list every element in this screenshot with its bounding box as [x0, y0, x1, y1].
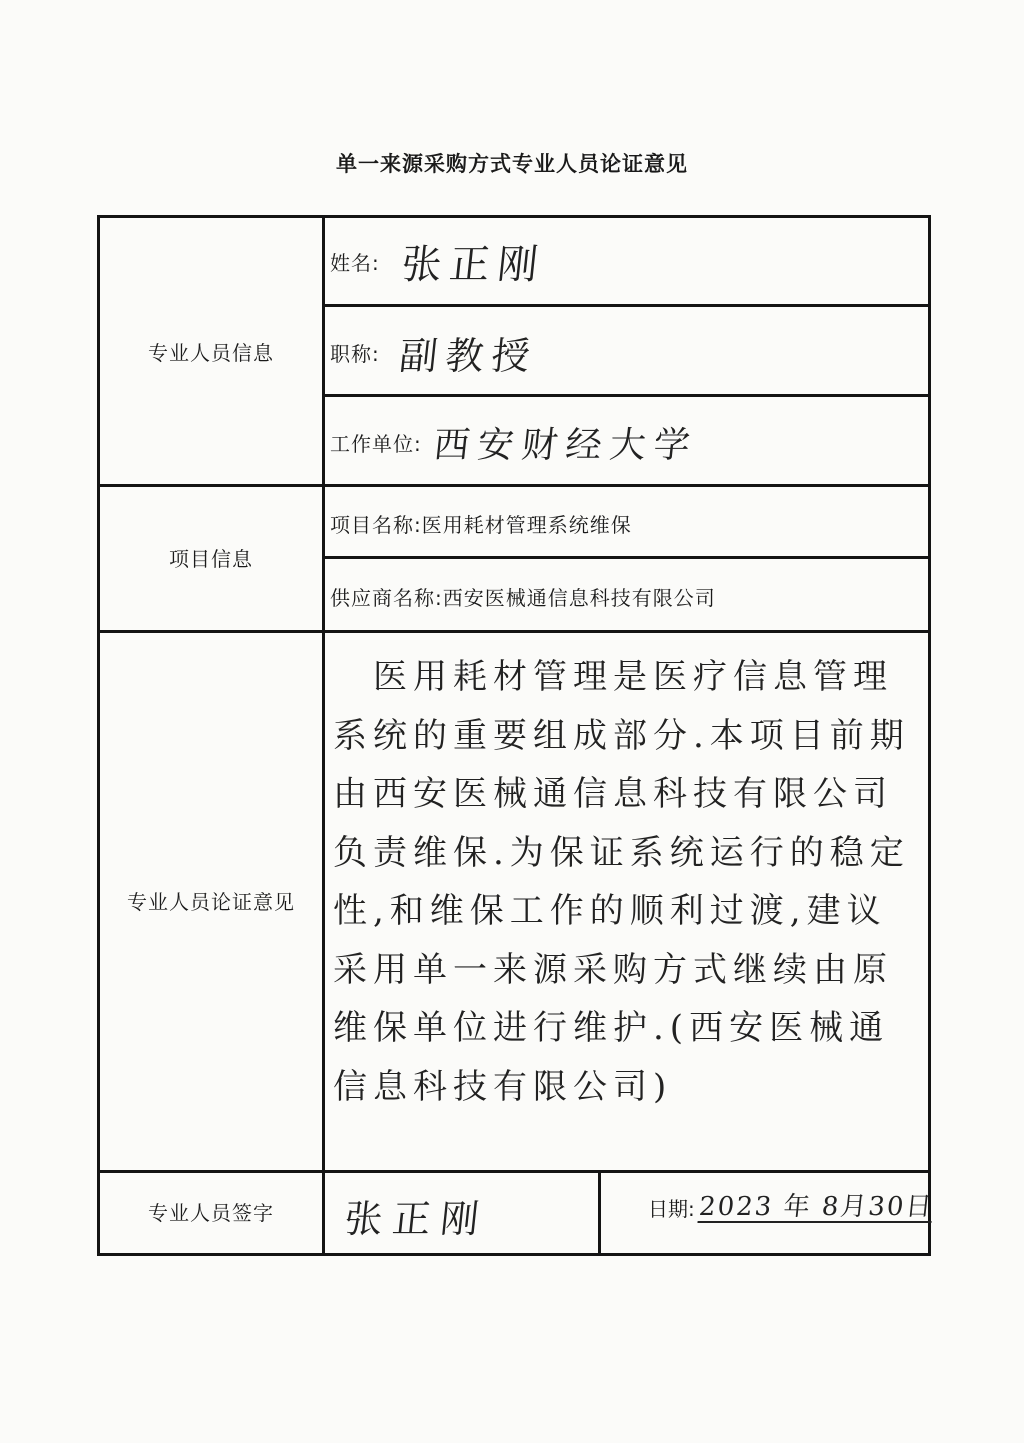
project-name-field	[330, 487, 632, 559]
column-divider	[322, 218, 325, 1253]
supplier-value: 西安医械通信息科技有限公司	[442, 585, 716, 610]
title-label: 职称:	[330, 341, 380, 366]
signature-area	[342, 1185, 491, 1245]
supplier-field	[330, 559, 716, 633]
unit-field	[330, 397, 698, 487]
unit-label: 工作单位:	[330, 431, 422, 456]
supplier-label: 供应商名称:	[330, 585, 443, 610]
document-title: 单一来源采购方式专业人员论证意见	[336, 152, 688, 176]
personnel-info-label: 专业人员信息	[148, 340, 274, 365]
project-name-label: 项目名称:	[330, 512, 422, 537]
date-value: 2023 年 8月30日	[697, 1191, 935, 1222]
project-name-value: 医用耗材管理系统维保	[421, 512, 632, 537]
signature-label: 专业人员签字	[148, 1201, 274, 1225]
title-value: 副教授	[397, 333, 540, 378]
name-label: 姓名:	[330, 250, 380, 275]
name-field	[330, 218, 546, 304]
signature-name: 张正刚	[342, 1196, 491, 1241]
title-field	[330, 307, 538, 397]
unit-value: 西安财经大学	[431, 424, 700, 466]
date-label: 日期:	[648, 1197, 695, 1221]
date-field	[648, 1185, 933, 1230]
name-value: 张正刚	[398, 241, 548, 288]
date-divider	[598, 1170, 601, 1253]
opinion-text: 医用耗材管理是医疗信息管理系统的重要组成部分.本项目前期由西安医械通信息科技有限公司负责维保.为保证系统运行的稳定性,和维保工作的顺利过渡,建议采用单一来源采购方式继续由原维保单位进行维护.(西安医械通信息科技有限公司)	[333, 657, 910, 1107]
opinion-label: 专业人员论证意见	[127, 889, 295, 914]
project-info-label: 项目信息	[169, 546, 253, 571]
